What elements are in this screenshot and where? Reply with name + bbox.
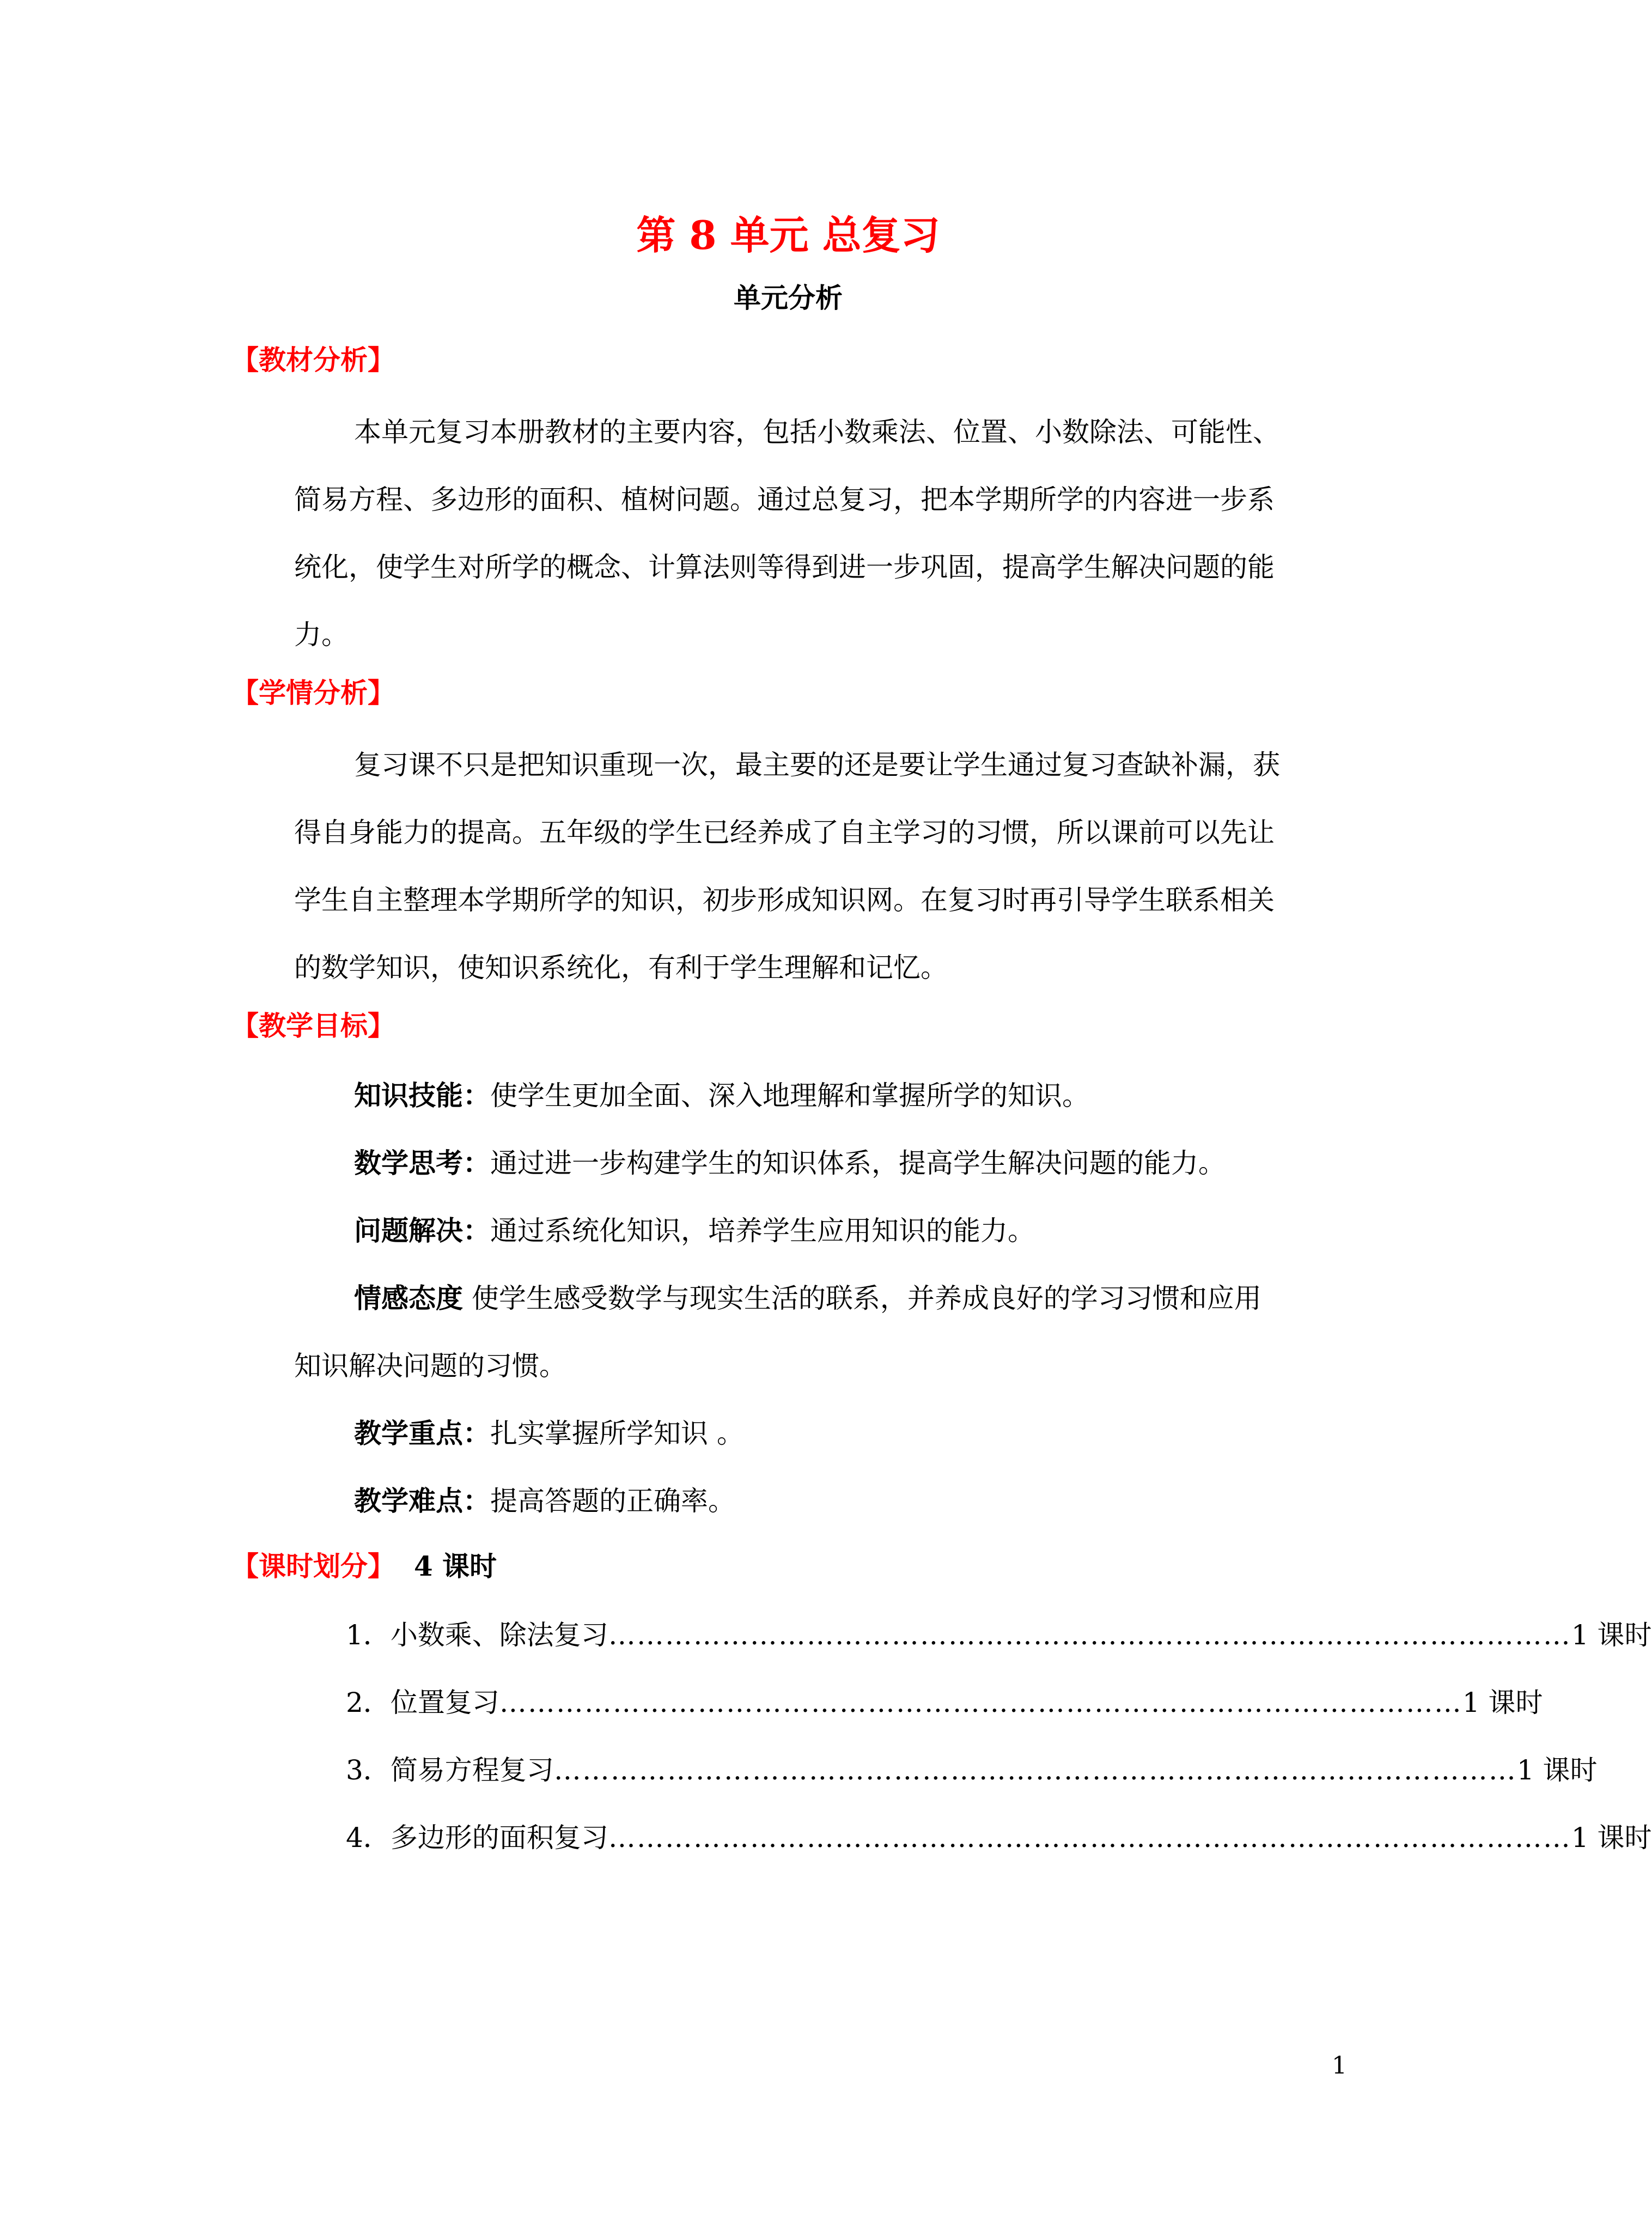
goal-attitude-label: 情感态度 (354, 1282, 463, 1314)
lesson-number: 3． (346, 1754, 391, 1786)
leader-dots: ………………………………………………………………………………………… (499, 1687, 1462, 1718)
leader-dots: ………………………………………………………………………………………… (608, 1619, 1571, 1651)
leader-dots: ………………………………………………………………………………………… (553, 1754, 1517, 1786)
lesson-item (346, 1751, 1598, 1789)
schedule-total (395, 1550, 497, 1582)
leader-dots: ………………………………………………………………………………………… (608, 1822, 1571, 1854)
schedule-total-text: 4 课时 (413, 1550, 497, 1582)
students-line-2: 得自身能力的提高。五年级的学生已经养成了自主学习的习惯，所以课前可以先让 (294, 817, 1275, 848)
page-title: 第 8 单元 总复习 (636, 212, 940, 258)
material-line-4: 力。 (294, 619, 349, 651)
lesson-hours: 1 课时 (1516, 1754, 1598, 1786)
lesson-hours: 1 课时 (1571, 1619, 1652, 1651)
lesson-hours: 1 课时 (1571, 1822, 1652, 1854)
lesson-item (346, 1616, 1652, 1654)
goal-problem-solving (354, 1212, 1035, 1250)
goal-thinking (354, 1144, 1226, 1182)
lesson-number: 4． (346, 1822, 391, 1854)
lesson-number: 1． (346, 1619, 391, 1651)
section-heading-goals: 【教学目标】 (231, 1010, 395, 1042)
difficult-point (354, 1482, 735, 1520)
goal-attitude-text: 使学生感受数学与现实生活的联系，并养成良好的学习习惯和应用 (463, 1283, 1261, 1314)
material-line-1: 本单元复习本册教材的主要内容，包括小数乘法、位置、小数除法、可能性、 (354, 416, 1280, 448)
lesson-hours: 1 课时 (1462, 1687, 1543, 1718)
goal-problem-solving-label: 问题解决： (354, 1214, 490, 1247)
lesson-number: 2． (346, 1687, 391, 1718)
page-number: 1 (1332, 2052, 1347, 2080)
schedule-heading-label: 【课时划分】 (231, 1550, 395, 1582)
goal-knowledge (354, 1077, 1089, 1115)
section-heading-students: 【学情分析】 (231, 677, 395, 709)
section-heading-schedule (231, 1547, 497, 1585)
goal-thinking-text: 通过进一步构建学生的知识体系，提高学生解决问题的能力。 (490, 1147, 1226, 1179)
lesson-item (346, 1684, 1543, 1722)
students-line-4: 的数学知识，使知识系统化，有利于学生理解和记忆。 (294, 952, 948, 983)
material-line-3: 统化，使学生对所学的概念、计算法则等得到进一步巩固，提高学生解决问题的能 (294, 551, 1275, 583)
goal-problem-solving-text: 通过系统化知识，培养学生应用知识的能力。 (490, 1215, 1035, 1247)
page-subtitle: 单元分析 (734, 282, 843, 314)
goal-knowledge-label: 知识技能： (354, 1079, 490, 1111)
students-line-3: 学生自主整理本学期所学的知识，初步形成知识网。在复习时再引导学生联系相关 (294, 884, 1275, 916)
lesson-name: 简易方程复习 (390, 1754, 554, 1786)
section-heading-material: 【教材分析】 (231, 344, 395, 376)
key-point-label: 教学重点： (354, 1417, 490, 1449)
goal-thinking-label: 数学思考： (354, 1147, 490, 1179)
difficult-point-label: 教学难点： (354, 1485, 490, 1517)
lesson-name: 位置复习 (390, 1687, 499, 1718)
goal-knowledge-text: 使学生更加全面、深入地理解和掌握所学的知识。 (490, 1080, 1089, 1111)
lesson-name: 多边形的面积复习 (390, 1822, 608, 1854)
key-point-text: 扎实掌握所学知识 。 (490, 1418, 744, 1449)
lesson-item (346, 1819, 1652, 1857)
goal-attitude-continuation: 知识解决问题的习惯。 (294, 1350, 566, 1382)
material-line-2: 简易方程、多边形的面积、植树问题。通过总复习，把本学期所学的内容进一步系 (294, 484, 1275, 515)
difficult-point-text: 提高答题的正确率。 (490, 1485, 735, 1517)
goal-attitude (354, 1279, 1261, 1317)
lesson-name: 小数乘、除法复习 (390, 1619, 608, 1651)
students-line-1: 复习课不只是把知识重现一次，最主要的还是要让学生通过复习查缺补漏，获 (354, 749, 1280, 781)
key-point (354, 1414, 744, 1453)
